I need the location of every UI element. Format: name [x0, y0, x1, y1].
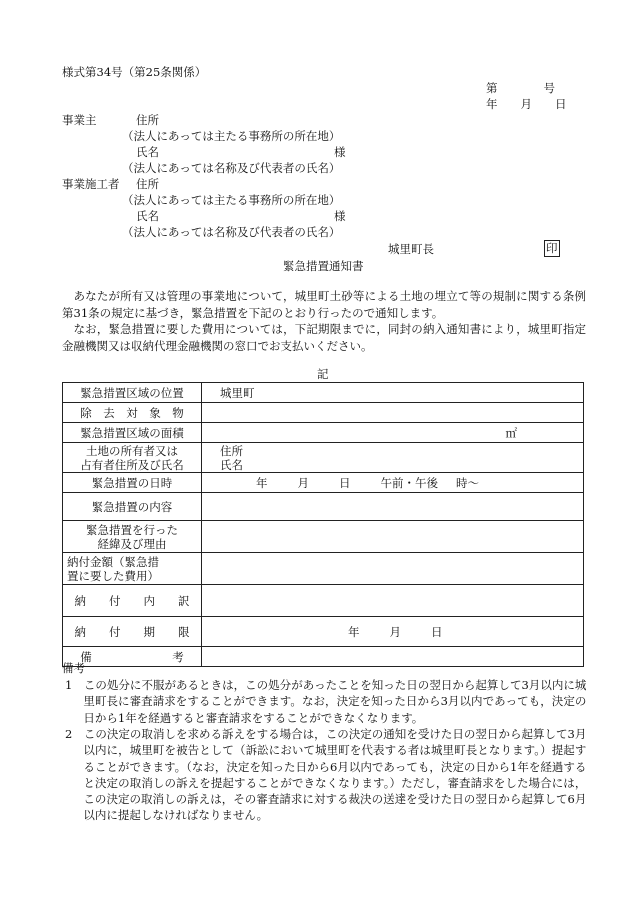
- row-label-owner-line1: 土地の所有者又は: [86, 443, 178, 458]
- row-label-owner: [63, 443, 202, 473]
- row-label-reason: [63, 521, 202, 553]
- owner-name-label: 氏名: [220, 457, 243, 472]
- deadline-month: 月: [389, 624, 401, 639]
- datetime-ampm: 午前・午後: [380, 475, 438, 490]
- ki-heading: 記: [317, 367, 329, 381]
- row-label-reason-line1: 緊急措置を行った: [86, 522, 178, 537]
- form-number: 様式第34号（第25条関係）: [62, 65, 207, 79]
- business-owner-address-label: 住所: [136, 113, 159, 127]
- row-label-content: 緊急措置の内容: [63, 493, 202, 521]
- table-row: [63, 473, 584, 493]
- seal-mark: [544, 240, 560, 257]
- table-row: [63, 493, 584, 521]
- contractor-address-note: （法人にあっては主たる事務所の所在地）: [122, 193, 341, 207]
- row-label-datetime: 緊急措置の日時: [63, 473, 202, 493]
- remarks-value: [202, 647, 584, 667]
- contractor-honorific: 様: [334, 209, 346, 223]
- business-owner-name-label: 氏名: [136, 145, 159, 159]
- row-label-payment-deadline: 納 付 期 限: [63, 617, 202, 647]
- mayor-title: 城里町長: [388, 242, 434, 256]
- body-paragraph-1: あなたが所有又は管理の事業地について，城里町土砂等による土地の埋立て等の規制に関する条例第31条の規定に基づき，緊急措置を下記のとおり行ったので通知します。: [62, 289, 586, 320]
- note-item-2: 2 この決定の取消しを求める訴えをする場合は，この決定の通知を受けた日の翌日から起算して3月以内に，城里町を被告として（訴訟において城里町を代表する者は城里町長となります。）提起することができます。（なお，決定を知った日から6月以内であっても，決定の日から1年を経過すると決定の取消しの訴えを提起することができなくなります。）ただし，審査請求をした場合には，この決定の取消しの訴えは，その審査請求に対する裁決の送達を受けた日の翌日から起算して6月以内に提起しなければなりません。: [65, 727, 587, 823]
- document-number: 第 号: [486, 81, 555, 95]
- deadline-value: [202, 617, 584, 647]
- business-owner-address-note: （法人にあっては主たる事務所の所在地）: [122, 129, 341, 143]
- datetime-day: 日: [339, 475, 351, 490]
- row-label-payment-amount-line1: 納付金額（緊急措: [67, 554, 159, 569]
- row-label-reason-line2: 経緯及び理由: [97, 536, 167, 551]
- row-label-area: 緊急措置区域の面積: [63, 423, 202, 443]
- table-row: [63, 383, 584, 403]
- owner-address-label: 住所: [220, 443, 243, 458]
- contractor-name-label: 氏名: [136, 209, 159, 223]
- row-label-payment-amount: [63, 553, 202, 585]
- deadline-day: 日: [431, 624, 443, 639]
- row-label-payment-breakdown: 納 付 内 訳: [63, 585, 202, 617]
- table-row: [63, 647, 584, 667]
- reason-value: [202, 521, 584, 553]
- contractor-heading: 事業施工者: [62, 177, 120, 191]
- notes-heading: 備考: [62, 661, 85, 675]
- document-title: 緊急措置通知書: [283, 259, 364, 273]
- contractor-address-label: 住所: [136, 177, 159, 191]
- table-row: [63, 423, 584, 443]
- business-owner-heading: 事業主: [62, 113, 97, 127]
- location-value: 城里町: [202, 383, 584, 403]
- row-label-removal-target: 除 去 対 象 物: [63, 403, 202, 423]
- body-paragraph-2: なお，緊急措置に要した費用については，下記期限までに，同封の納入通知書により，城里町指定金融機関又は収納代理金融機関の窓口でお支払いください。: [62, 322, 586, 353]
- payment-amount-value: [202, 553, 584, 585]
- seal-text: 印: [546, 241, 558, 255]
- row-label-payment-amount-line2: 置に要した費用）: [67, 568, 159, 583]
- measure-table: [62, 382, 584, 667]
- table-row: [63, 617, 584, 647]
- table-row: [63, 553, 584, 585]
- table-row: [63, 585, 584, 617]
- contractor-name-note: （法人にあっては名称及び代表者の氏名）: [122, 225, 341, 239]
- datetime-year: 年: [256, 475, 268, 490]
- note-item-1: 1 この処分に不服があるときは，この処分があったことを知った日の翌日から起算して3月以内に城里町長に審査請求をすることができます。なお，決定を知った日から3月以内であっても，決定の日から1年を経過すると審査請求をすることができなくなります。: [65, 678, 587, 725]
- business-owner-name-note: （法人にあっては名称及び代表者の氏名）: [122, 161, 341, 175]
- removal-target-value: [202, 403, 584, 423]
- business-owner-honorific: 様: [334, 145, 346, 159]
- row-label-owner-line2: 占有者住所及び氏名: [80, 457, 184, 472]
- issue-date: 年 月 日: [486, 97, 567, 111]
- row-label-remarks: 備 考: [63, 647, 202, 667]
- owner-value: [202, 443, 584, 473]
- datetime-hour: 時～: [456, 475, 479, 490]
- table-row: [63, 403, 584, 423]
- deadline-year: 年: [348, 624, 360, 639]
- datetime-value: [202, 473, 584, 493]
- table-row: [63, 443, 584, 473]
- content-value: [202, 493, 584, 521]
- table-row: [63, 521, 584, 553]
- payment-breakdown-value: [202, 585, 584, 617]
- datetime-month: 月: [297, 475, 309, 490]
- row-label-location: 緊急措置区域の位置: [63, 383, 202, 403]
- area-unit: ㎡: [202, 423, 584, 443]
